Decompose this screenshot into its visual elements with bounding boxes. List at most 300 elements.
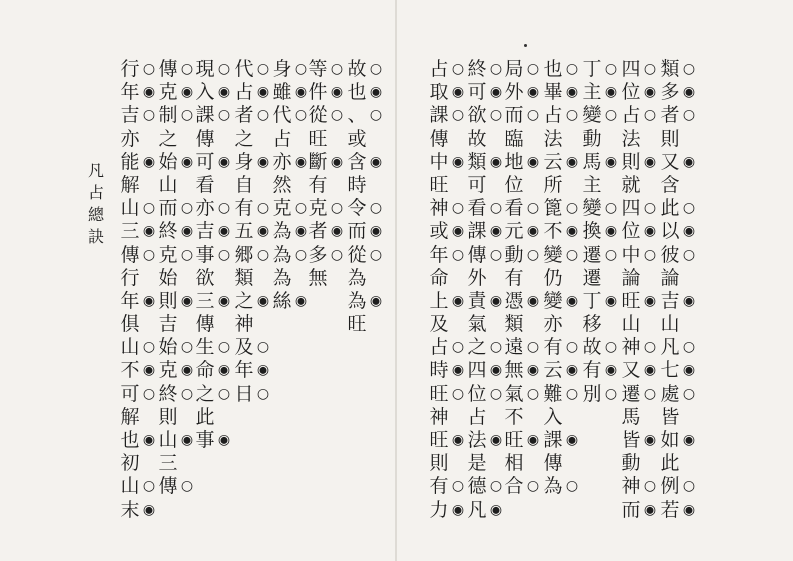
glyph: 之 <box>158 127 178 150</box>
glyph: 入 <box>195 81 215 104</box>
glyph: 現 <box>195 58 215 80</box>
punctuation-marks <box>562 58 582 499</box>
circle-mark-icon: ◉ <box>489 223 503 240</box>
circle-mark-icon: ◉ <box>256 362 270 379</box>
circle-mark-icon <box>679 267 699 290</box>
circle-mark-icon <box>601 174 621 197</box>
circle-mark-icon <box>486 128 506 151</box>
circle-mark-icon: ◉ <box>142 223 156 240</box>
circle-mark-icon: ◉ <box>451 84 465 101</box>
circle-mark-icon: ○ <box>217 61 231 77</box>
circle-mark-icon <box>177 406 197 429</box>
circle-mark-icon <box>679 452 699 475</box>
circle-mark-icon: ○ <box>451 61 465 77</box>
circle-mark-icon: ◉ <box>451 501 465 518</box>
glyph: 七 <box>660 359 680 382</box>
circle-mark-icon: ○ <box>294 246 308 263</box>
glyph: 傳 <box>120 243 140 266</box>
glyph: 有 <box>234 197 254 220</box>
circle-mark-icon: ◉ <box>142 84 156 101</box>
circle-mark-icon: ○ <box>256 200 270 217</box>
glyph: 主 <box>582 173 602 196</box>
glyph: 變 <box>543 289 563 312</box>
glyph: 生 <box>195 336 215 359</box>
circle-mark-icon: ○ <box>565 478 579 495</box>
glyph: 課 <box>195 104 215 127</box>
circle-mark-icon <box>214 406 234 429</box>
circle-mark-icon: ◉ <box>369 292 383 309</box>
circle-mark-icon: ◉ <box>643 153 657 170</box>
glyph: 多 <box>660 81 680 104</box>
circle-mark-icon: ○ <box>330 61 344 77</box>
glyph: 氣 <box>467 313 487 336</box>
glyph: 旺 <box>347 313 367 336</box>
circle-mark-icon: ◉ <box>682 501 696 518</box>
punctuation-marks <box>601 58 621 406</box>
glyph: 畢 <box>543 81 563 104</box>
circle-mark-icon: ◉ <box>489 362 503 379</box>
circle-mark-icon: ○ <box>604 61 618 77</box>
circle-mark-icon <box>523 406 543 429</box>
circle-mark-icon: ◉ <box>256 153 270 170</box>
circle-mark-icon: ○ <box>142 339 156 356</box>
glyph: 有 <box>308 173 328 196</box>
circle-mark-icon <box>214 267 234 290</box>
circle-mark-icon: ○ <box>604 246 618 263</box>
glyph: 馬 <box>621 405 641 428</box>
circle-mark-icon: ○ <box>489 246 503 263</box>
glyph: 終 <box>158 220 178 243</box>
circle-mark-icon: ◉ <box>369 84 383 101</box>
glyph: 制 <box>158 104 178 127</box>
glyph: 課 <box>543 429 563 451</box>
glyph: 行 <box>120 266 140 289</box>
glyph: 四 <box>621 197 641 220</box>
circle-mark-icon <box>366 128 386 151</box>
glyph: 如 <box>660 429 680 451</box>
glyph: 旺 <box>429 382 449 405</box>
circle-mark-icon <box>601 267 621 290</box>
glyph: 而 <box>158 197 178 220</box>
circle-mark-icon: ○ <box>526 339 540 356</box>
punctuation-marks <box>640 58 660 522</box>
glyph: 之 <box>234 289 254 312</box>
circle-mark-icon: ◉ <box>180 292 194 309</box>
circle-mark-icon <box>327 128 347 151</box>
glyph: 旺 <box>429 173 449 196</box>
glyph: 類 <box>660 58 680 80</box>
glyph: 而 <box>347 220 367 243</box>
circle-mark-icon: ○ <box>682 246 696 263</box>
text-column <box>660 58 680 522</box>
glyph: 凡 <box>660 336 680 359</box>
circle-mark-icon: ◉ <box>565 84 579 101</box>
circle-mark-icon: ◉ <box>682 84 696 101</box>
glyph: 則 <box>429 452 449 475</box>
circle-mark-icon <box>291 128 311 151</box>
circle-mark-icon: ○ <box>180 339 194 356</box>
glyph: 斷 <box>308 150 328 173</box>
side-title <box>87 160 105 248</box>
circle-mark-icon <box>562 128 582 151</box>
circle-mark-icon: ○ <box>604 107 618 124</box>
glyph: 山 <box>660 313 680 336</box>
circle-mark-icon: ○ <box>565 61 579 77</box>
circle-mark-icon <box>253 174 273 197</box>
glyph: 有 <box>543 336 563 359</box>
glyph: 郷 <box>234 243 254 266</box>
circle-mark-icon: ◉ <box>369 223 383 240</box>
glyph: 命 <box>195 359 215 382</box>
circle-mark-icon: ◉ <box>526 223 540 240</box>
circle-mark-icon: ◉ <box>142 153 156 170</box>
circle-mark-icon: ○ <box>330 246 344 263</box>
glyph: 占 <box>272 127 292 150</box>
glyph: 入 <box>543 405 563 428</box>
glyph: 件 <box>308 81 328 104</box>
glyph: 類 <box>234 266 254 289</box>
circle-mark-icon: ◉ <box>217 84 231 101</box>
glyph: 法 <box>543 127 563 150</box>
glyph: 多 <box>308 243 328 266</box>
circle-mark-icon: ○ <box>451 478 465 495</box>
circle-mark-icon <box>601 128 621 151</box>
glyph: 上 <box>429 289 449 312</box>
glyph: 解 <box>120 173 140 196</box>
circle-mark-icon: ○ <box>682 385 696 402</box>
circle-mark-icon <box>253 128 273 151</box>
circle-mark-icon: ◉ <box>180 432 194 448</box>
glyph: 馬 <box>582 150 602 173</box>
circle-mark-icon <box>523 128 543 151</box>
glyph: 云 <box>543 359 563 382</box>
circle-mark-icon: ◉ <box>682 292 696 309</box>
glyph: 占 <box>467 405 487 428</box>
glyph: 旺 <box>308 127 328 150</box>
glyph: 及 <box>429 313 449 336</box>
circle-mark-icon <box>214 313 234 336</box>
glyph: 課 <box>429 104 449 127</box>
circle-mark-icon: ○ <box>526 61 540 77</box>
circle-mark-icon: ◉ <box>451 153 465 170</box>
glyph: 為 <box>543 475 563 498</box>
glyph: 丁 <box>582 289 602 312</box>
circle-mark-icon: ○ <box>643 385 657 402</box>
circle-mark-icon <box>253 267 273 290</box>
glyph: 皆 <box>660 405 680 428</box>
punctuation-marks <box>139 58 159 522</box>
glyph: 之 <box>195 382 215 405</box>
circle-mark-icon: ◉ <box>604 362 618 379</box>
circle-mark-icon: ○ <box>489 200 503 217</box>
glyph: 山 <box>158 173 178 196</box>
glyph: 傳 <box>429 127 449 150</box>
circle-mark-icon: ○ <box>489 61 503 77</box>
circle-mark-icon: ○ <box>180 200 194 217</box>
glyph: 神 <box>621 336 641 359</box>
circle-mark-icon: ○ <box>256 61 270 77</box>
glyph: 也 <box>543 58 563 80</box>
glyph: 主 <box>582 81 602 104</box>
circle-mark-icon: ○ <box>142 61 156 77</box>
circle-mark-icon: ○ <box>369 246 383 263</box>
circle-mark-icon: ◉ <box>217 153 231 170</box>
circle-mark-icon <box>523 452 543 475</box>
glyph: 論 <box>660 266 680 289</box>
glyph: 山 <box>158 429 178 451</box>
glyph: 為 <box>272 243 292 266</box>
glyph: 末 <box>120 498 140 521</box>
circle-mark-icon: ◉ <box>565 292 579 309</box>
circle-mark-icon: ○ <box>682 107 696 124</box>
glyph: 克 <box>308 197 328 220</box>
glyph: 動 <box>621 452 641 475</box>
circle-mark-icon: ○ <box>526 200 540 217</box>
circle-mark-icon <box>562 406 582 429</box>
circle-mark-icon: ◉ <box>217 362 231 379</box>
glyph: 仍 <box>543 266 563 289</box>
circle-mark-icon <box>448 452 468 475</box>
circle-mark-icon: ○ <box>142 107 156 124</box>
circle-mark-icon <box>177 313 197 336</box>
punctuation-marks <box>679 58 699 522</box>
circle-mark-icon <box>679 313 699 336</box>
glyph: 遷 <box>582 243 602 266</box>
circle-mark-icon: ○ <box>489 339 503 356</box>
glyph: 三 <box>120 220 140 243</box>
circle-mark-icon <box>679 174 699 197</box>
circle-mark-icon <box>523 267 543 290</box>
circle-mark-icon: ○ <box>604 339 618 356</box>
glyph: 事 <box>195 243 215 266</box>
circle-mark-icon: ○ <box>526 246 540 263</box>
glyph: 旺 <box>429 429 449 451</box>
glyph: 若 <box>660 498 680 521</box>
circle-mark-icon: ○ <box>256 246 270 263</box>
circle-mark-icon <box>486 174 506 197</box>
glyph: 山 <box>120 336 140 359</box>
circle-mark-icon <box>523 313 543 336</box>
punctuation-marks <box>523 58 543 499</box>
circle-mark-icon: ○ <box>489 385 503 402</box>
circle-mark-icon: ○ <box>604 200 618 217</box>
circle-mark-icon: ◉ <box>682 223 696 240</box>
glyph: 為 <box>347 266 367 289</box>
left-page <box>0 0 396 561</box>
glyph: 令 <box>347 197 367 220</box>
glyph: 位 <box>467 382 487 405</box>
circle-mark-icon: ◉ <box>565 362 579 379</box>
glyph: 外 <box>467 266 487 289</box>
glyph: 故 <box>582 336 602 359</box>
glyph: 四 <box>621 58 641 80</box>
glyph: 可 <box>467 81 487 104</box>
glyph: 則 <box>158 289 178 312</box>
glyph: 此 <box>195 405 215 428</box>
glyph: 換 <box>582 220 602 243</box>
glyph: 身 <box>234 150 254 173</box>
circle-mark-icon: ◉ <box>451 223 465 240</box>
circle-mark-icon <box>327 174 347 197</box>
circle-mark-icon: ○ <box>682 200 696 217</box>
circle-mark-icon: ○ <box>565 339 579 356</box>
glyph: 占 <box>429 58 449 80</box>
circle-mark-icon: ○ <box>330 200 344 217</box>
glyph: 旺 <box>621 289 641 312</box>
circle-mark-icon: ○ <box>180 246 194 263</box>
glyph: 身 <box>272 58 292 80</box>
circle-mark-icon <box>679 406 699 429</box>
circle-mark-icon <box>214 174 234 197</box>
text-column <box>429 58 449 522</box>
text-column <box>582 58 602 406</box>
glyph: 凡 <box>467 498 487 521</box>
glyph: 可 <box>467 173 487 196</box>
glyph: 可 <box>120 382 140 405</box>
punctuation-marks <box>214 58 234 452</box>
side-title-glyph: 訣 <box>87 227 104 246</box>
glyph: 五 <box>234 220 254 243</box>
circle-mark-icon <box>139 313 159 336</box>
circle-mark-icon: ◉ <box>142 432 156 448</box>
glyph: 類 <box>504 313 524 336</box>
circle-mark-icon: ○ <box>217 339 231 356</box>
circle-mark-icon: ◉ <box>489 292 503 309</box>
glyph: 遠 <box>504 336 524 359</box>
glyph: 等 <box>308 58 328 80</box>
glyph: 德 <box>467 475 487 498</box>
glyph: 吉 <box>120 104 140 127</box>
glyph: 占 <box>543 104 563 127</box>
glyph: 傳 <box>195 127 215 150</box>
circle-mark-icon <box>291 174 311 197</box>
glyph: 云 <box>543 150 563 173</box>
glyph: 克 <box>158 359 178 382</box>
circle-mark-icon: ◉ <box>142 292 156 309</box>
glyph: 所 <box>543 173 563 196</box>
circle-mark-icon: ○ <box>256 385 270 402</box>
glyph: 山 <box>120 475 140 498</box>
glyph: 有 <box>429 475 449 498</box>
circle-mark-icon: ◉ <box>294 223 308 240</box>
text-column <box>272 58 292 313</box>
circle-mark-icon: ○ <box>142 200 156 217</box>
circle-mark-icon <box>291 267 311 290</box>
glyph: 地 <box>504 150 524 173</box>
glyph: 合 <box>504 475 524 498</box>
circle-mark-icon: ○ <box>369 107 383 124</box>
glyph: 則 <box>158 405 178 428</box>
glyph: 絲 <box>272 289 292 312</box>
punctuation-marks <box>366 58 386 336</box>
circle-mark-icon <box>640 406 660 429</box>
glyph: 難 <box>543 382 563 405</box>
circle-mark-icon <box>366 313 386 336</box>
glyph: 動 <box>504 243 524 266</box>
circle-mark-icon: ◉ <box>451 432 465 448</box>
circle-mark-icon <box>214 128 234 151</box>
glyph: 而 <box>504 104 524 127</box>
glyph: 始 <box>158 336 178 359</box>
glyph: 例 <box>660 475 680 498</box>
glyph: 年 <box>234 359 254 382</box>
glyph: 是 <box>467 452 487 475</box>
circle-mark-icon: ○ <box>294 61 308 77</box>
glyph: 解 <box>120 405 140 428</box>
glyph: 無 <box>504 359 524 382</box>
glyph: 又 <box>621 359 641 382</box>
circle-mark-icon: ◉ <box>256 292 270 309</box>
glyph: 變 <box>582 104 602 127</box>
glyph: 從 <box>347 243 367 266</box>
glyph: 始 <box>158 150 178 173</box>
circle-mark-icon: ◉ <box>180 223 194 240</box>
ink-dot <box>524 44 527 47</box>
circle-mark-icon <box>448 174 468 197</box>
circle-mark-icon: ○ <box>217 200 231 217</box>
glyph: 不 <box>543 220 563 243</box>
circle-mark-icon: ○ <box>526 478 540 495</box>
text-column <box>234 58 254 406</box>
glyph: 位 <box>621 81 641 104</box>
glyph: 雖 <box>272 81 292 104</box>
glyph: 遷 <box>621 382 641 405</box>
circle-mark-icon: ○ <box>682 339 696 356</box>
circle-mark-icon <box>486 313 506 336</box>
text-column <box>347 58 367 336</box>
glyph: 吉 <box>195 220 215 243</box>
circle-mark-icon: ◉ <box>256 84 270 101</box>
circle-mark-icon: ◉ <box>180 84 194 101</box>
circle-mark-icon: ○ <box>256 107 270 124</box>
circle-mark-icon: ○ <box>369 200 383 217</box>
circle-mark-icon: ◉ <box>217 223 231 240</box>
glyph: 神 <box>234 313 254 336</box>
glyph: 位 <box>504 173 524 196</box>
glyph: 亦 <box>543 313 563 336</box>
glyph: 篦 <box>543 197 563 220</box>
glyph: 占 <box>429 336 449 359</box>
glyph: 憑 <box>504 289 524 312</box>
circle-mark-icon: ◉ <box>451 362 465 379</box>
circle-mark-icon: ◉ <box>294 84 308 101</box>
glyph: 代 <box>234 58 254 80</box>
glyph: 能 <box>120 150 140 173</box>
circle-mark-icon: ○ <box>604 385 618 402</box>
circle-mark-icon: ○ <box>217 107 231 124</box>
glyph: 不 <box>504 405 524 428</box>
glyph: 之 <box>234 127 254 150</box>
circle-mark-icon: ◉ <box>180 362 194 379</box>
glyph: 論 <box>621 266 641 289</box>
glyph: 中 <box>429 150 449 173</box>
glyph: 類 <box>467 150 487 173</box>
circle-mark-icon: ◉ <box>142 362 156 379</box>
circle-mark-icon: ◉ <box>604 292 618 309</box>
punctuation-marks <box>448 58 468 522</box>
glyph: 亦 <box>195 197 215 220</box>
glyph: 或 <box>347 127 367 150</box>
glyph: 故 <box>467 127 487 150</box>
circle-mark-icon <box>139 174 159 197</box>
glyph: 傳 <box>158 58 178 80</box>
circle-mark-icon <box>640 452 660 475</box>
circle-mark-icon <box>640 128 660 151</box>
circle-mark-icon <box>139 128 159 151</box>
glyph: 中 <box>621 243 641 266</box>
circle-mark-icon: ○ <box>643 61 657 77</box>
glyph: 動 <box>582 127 602 150</box>
